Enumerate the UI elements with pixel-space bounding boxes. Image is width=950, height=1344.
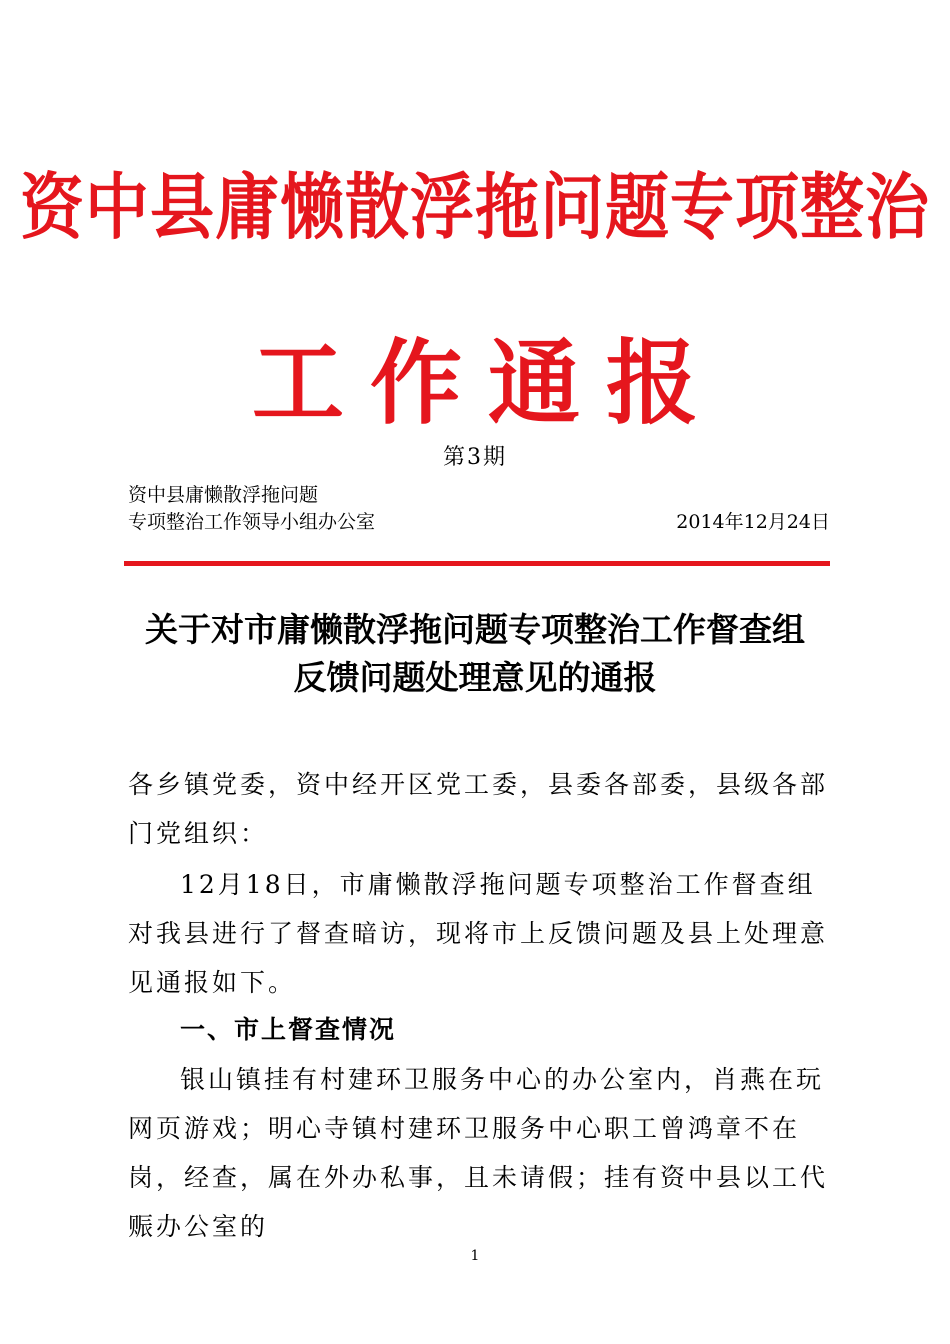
notice-title-line-1: 关于对市庸懒散浮拖问题专项整治工作督查组 xyxy=(145,610,805,649)
issue-number: 第3期 xyxy=(443,445,507,470)
red-divider-rule xyxy=(124,561,830,566)
page-number: 1 xyxy=(470,1248,480,1264)
issue-date: 2014年12月24日 xyxy=(676,511,830,533)
paragraph-intro: 12月18日，市庸懒散浮拖问题专项整治工作督查组对我县进行了督查暗访，现将市上反馈问题及县上处理意见通报如下。 xyxy=(128,870,829,997)
notice-title-line-2: 反馈问题处理意见的通报 xyxy=(293,658,657,697)
section-heading-1: 一、市上督查情况 xyxy=(180,1015,397,1044)
masthead-title: 资中县庸懒散浮拖问题专项整治 xyxy=(20,165,930,250)
issuer-block xyxy=(128,482,375,536)
issuer-line-2: 专项整治工作领导小组办公室 xyxy=(128,511,376,533)
issuer-line-1: 资中县庸懒散浮拖问题 xyxy=(128,484,319,506)
masthead-subtitle: 工作通报 xyxy=(251,329,724,437)
notice-title xyxy=(0,606,950,702)
paragraph-inspection: 银山镇挂有村建环卫服务中心的办公室内，肖燕在玩网页游戏；明心寺镇村建环卫服务中心职工曾鸿章不在岗，经查，属在外办私事，且未请假；挂有资中县以工代赈办公室的 xyxy=(128,1065,829,1241)
salutation: 各乡镇党委，资中经开区党工委，县委各部委，县级各部门党组织： xyxy=(128,770,829,848)
